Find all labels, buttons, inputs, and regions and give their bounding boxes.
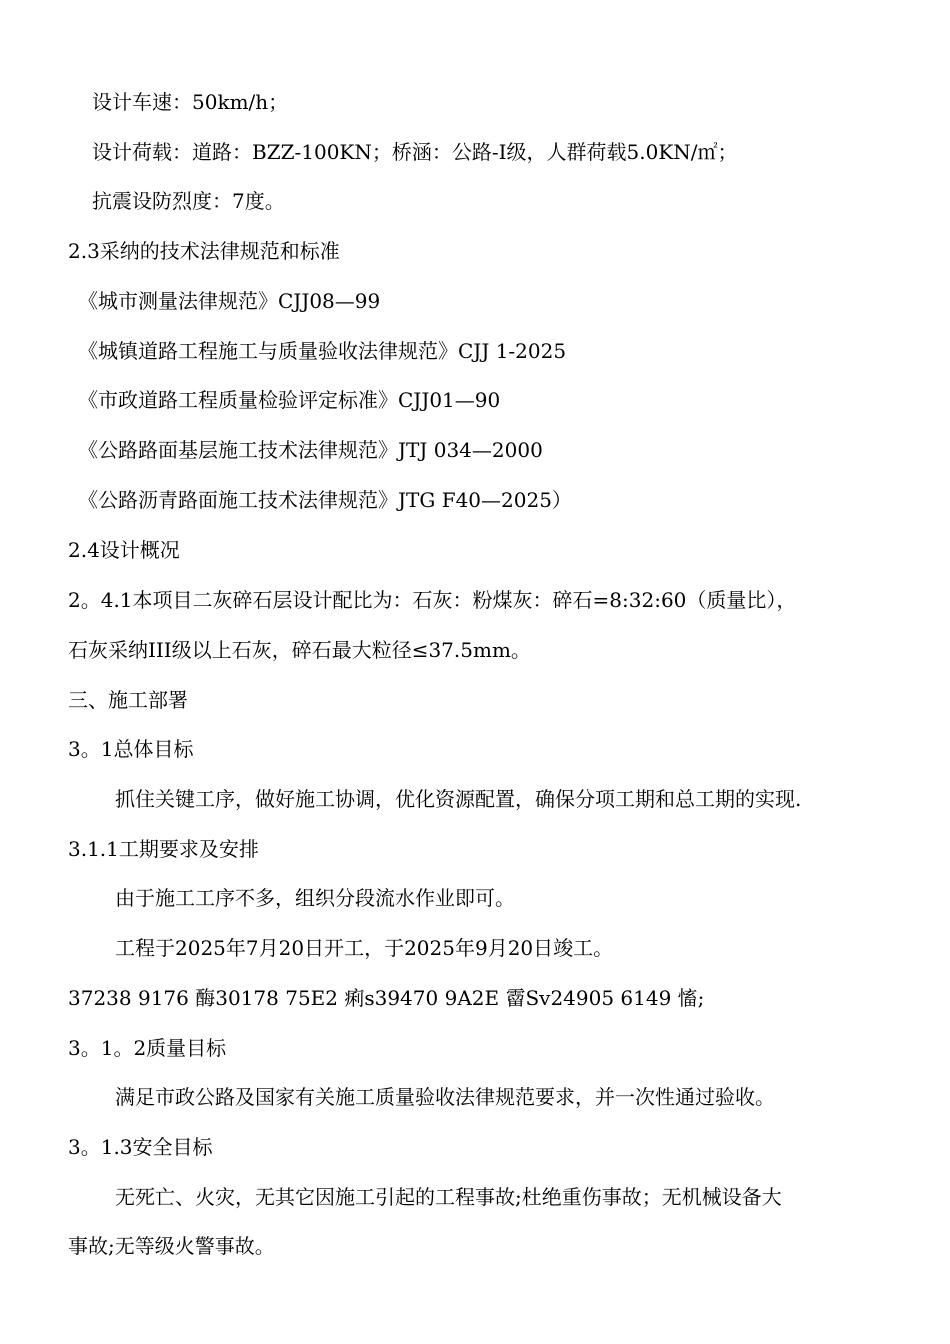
standard-item: 《市政道路工程质量检验评定标准》CJJ01—90 [78,388,501,412]
section-heading-3-1-3: 3。1.3安全目标 [68,1135,213,1159]
safety-goal-paragraph-line-2: 事故;无等级火警事故。 [68,1234,275,1258]
quality-goal-paragraph: 满足市政公路及国家有关施工质量验收法律规范要求，并一次性通过验收。 [115,1085,775,1109]
section-heading-2-4: 2.4设计概况 [68,538,180,562]
schedule-dates-paragraph: 工程于2025年7月20日开工，于2025年9月20日竣工。 [115,936,614,960]
schedule-paragraph: 由于施工工序不多，组织分段流水作业即可。 [115,886,515,910]
seismic-intensity-line: 抗震设防烈度：7度。 [92,189,285,213]
standard-item: 《公路路面基层施工技术法律规范》JTJ 034—2000 [78,438,543,462]
mix-ratio-paragraph-line-2: 石灰采纳III级以上石灰，碎石最大粒径≤37.5mm。 [68,638,531,662]
safety-goal-paragraph-line-1: 无死亡、火灾，无其它因施工引起的工程事故;杜绝重伤事故；无机械设备大 [115,1185,782,1209]
mix-ratio-paragraph-line-1: 2。4.1本项目二灰碎石层设计配比为：石灰：粉煤灰：碎石=8:32:60（质量比）， [68,588,797,612]
chapter-heading-3: 三、施工部署 [68,688,188,712]
garbled-text-line: 37238 9176 酶30178 75E2 痢s39470 9A2E 霤Sv24905 6149 慉; [68,986,705,1010]
overall-goal-paragraph: 抓住关键工序，做好施工协调，优化资源配置，确保分项工期和总工期的实现. [115,787,802,811]
standard-item: 《城市测量法律规范》CJJ08—99 [78,289,381,313]
standard-item: 《公路沥青路面施工技术法律规范》JTG F40—2025） [78,488,572,512]
section-heading-2-3: 2.3采纳的技术法律规范和标准 [68,239,340,263]
design-speed-line: 设计车速：50km/h； [92,90,289,114]
section-heading-3-1-1: 3.1.1工期要求及安排 [68,837,259,861]
section-heading-3-1: 3。1总体目标 [68,737,194,761]
standard-item: 《城镇道路工程施工与质量验收法律规范》CJJ 1-2025 [78,339,567,363]
design-load-line: 设计荷载：道路：BZZ-100KN；桥涵：公路-Ⅰ级，人群荷载5.0KN/㎡； [92,140,738,164]
section-heading-3-1-2: 3。1。2质量目标 [68,1036,227,1060]
